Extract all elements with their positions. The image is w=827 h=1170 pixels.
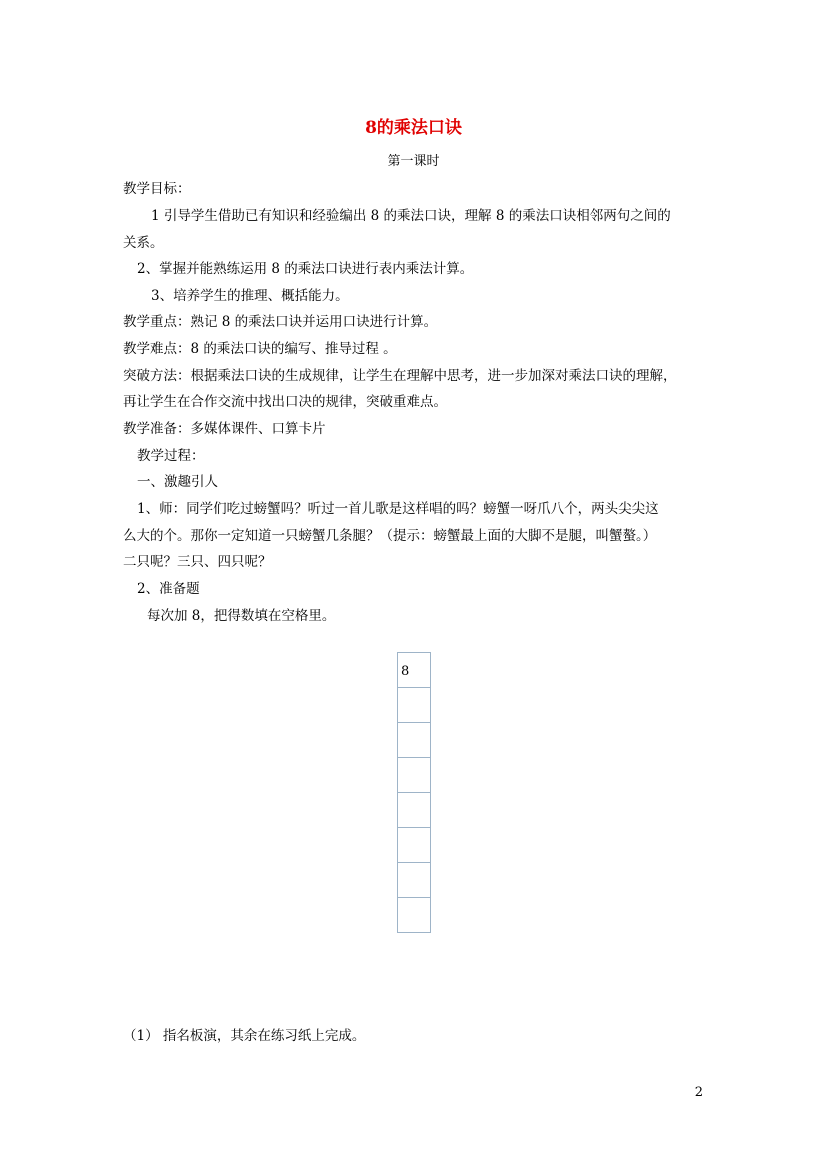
grid-cell [398,758,430,793]
grid-cell [398,793,430,828]
paragraph-line: 二只呢？三只、四只呢？ [123,554,272,570]
page-number: 2 [694,1085,703,1100]
document-title: 8的乘法口诀 [365,118,462,138]
paragraph-line: 再让学生在合作交流中找出口决的规律，突破重难点。 [123,394,447,410]
paragraph-line: 2、准备题 [137,581,200,597]
paragraph-line: 一、激趣引人 [137,474,218,490]
paragraph-line: 每次加 8，把得数填在空格里。 [147,608,336,624]
paragraph-line: 关系。 [123,235,164,251]
paragraph-line: 教学重点：熟记 8 的乘法口诀并运用口诀进行计算。 [123,314,438,330]
paragraph-line: 1 引导学生借助已有知识和经验编出 8 的乘法口诀，理解 8 的乘法口诀相邻两句之间的 [151,208,671,224]
paragraph-line: 教学目标： [123,181,191,197]
paragraph-line: 突破方法：根据乘法口诀的生成规律，让学生在理解中思考，进一步加深对乘法口诀的理解， [123,368,677,384]
paragraph-line: 1、师：同学们吃过螃蟹吗？听过一首儿歌是这样唱的吗？螃蟹一呀爪八个，两头尖尖这 [137,501,659,517]
grid-cell [398,863,430,898]
paragraph-line: 教学准备：多媒体课件、口算卡片 [123,421,326,437]
grid-cell [398,828,430,863]
paragraph-line: 么大的个。那你一定知道一只螃蟹几条腿？（提示：螃蟹最上面的大脚不是腿，叫蟹螯。） [123,528,657,544]
footer-line: （1） 指名板演，其余在练习纸上完成。 [123,1028,366,1044]
grid-cell [398,898,430,933]
grid-cell [398,688,430,723]
paragraph-line: 教学难点：8 的乘法口诀的编写、推导过程 。 [123,341,397,357]
answer-grid [397,652,431,933]
grid-cell [398,723,430,758]
grid-cell: 8 [398,653,430,688]
document-subtitle: 第一课时 [387,154,440,169]
paragraph-line: 3、培养学生的推理、概括能力。 [151,288,349,304]
paragraph-line: 教学过程： [137,448,205,464]
paragraph-line: 2、掌握并能熟练运用 8 的乘法口诀进行表内乘法计算。 [137,261,474,277]
